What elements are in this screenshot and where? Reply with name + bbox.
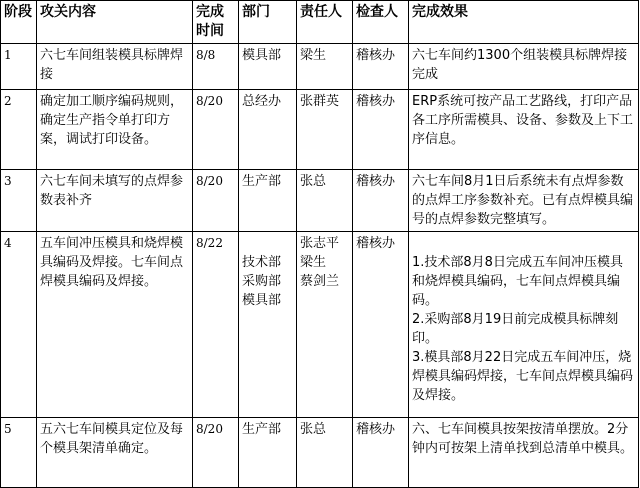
cell-checker: 稽核办 <box>353 44 409 90</box>
result-item: 1.技术部8月8日完成五车间冲压模具和烧焊模具编码，七车间点焊模具编码。 <box>412 255 623 308</box>
dept-item: 采购部 <box>242 274 282 289</box>
cell-result: 六七车间约1300个组装模具标牌焊接完成 <box>409 44 639 90</box>
owner-item: 蔡剑兰 <box>300 274 340 289</box>
header-time: 完成时间 <box>193 1 239 44</box>
cell-content: 六七车间组装模具标牌焊接 <box>37 44 193 90</box>
cell-dept: 生产部 <box>239 418 297 488</box>
cell-content: 五车间冲压模具和烧焊模具编码及焊接。七车间点焊模具编码及焊接。 <box>37 232 193 418</box>
cell-content: 六七车间未填写的点焊参数表补齐 <box>37 170 193 232</box>
cell-time: 8/20 <box>193 170 239 232</box>
cell-result: ERP系统可按产品工艺路线，打印产品各工序所需模具、设备、参数及上下工序信息。 <box>409 90 639 170</box>
table-row <box>1 170 639 232</box>
header-owner: 责任人 <box>297 1 353 44</box>
cell-no: 1 <box>1 44 37 90</box>
cell-dept: 模具部 <box>239 44 297 90</box>
cell-no: 5 <box>1 418 37 488</box>
table-row <box>1 90 639 170</box>
cell-result: 六、七车间模具按架按清单摆放。2分钟内可按架上清单找到总清单中模具。 <box>409 418 639 488</box>
cell-owner: 梁生 <box>297 44 353 90</box>
header-result: 完成效果 <box>409 1 639 44</box>
cell-content: 确定加工顺序编码规则，确定生产指令单打印方案，调试打印设备。 <box>37 90 193 170</box>
cell-checker: 稽核办 <box>353 170 409 232</box>
header-no: 阶段 <box>1 1 37 44</box>
table-row <box>1 232 639 418</box>
owner-item: 梁生 <box>300 255 327 270</box>
cell-checker: 稽核办 <box>353 90 409 170</box>
cell-no: 4 <box>1 232 37 418</box>
result-item: 3.模具部8月22日完成五车间冲压，烧焊模具编码焊接，七车间点焊模具编码及焊接。 <box>412 350 634 403</box>
cell-dept <box>239 232 297 418</box>
cell-time: 8/20 <box>193 418 239 488</box>
cell-no: 2 <box>1 90 37 170</box>
owner-item: 张志平 <box>300 236 340 251</box>
dept-item: 模具部 <box>242 293 282 308</box>
cell-result <box>409 232 639 418</box>
cell-owner: 张群英 <box>297 90 353 170</box>
table-row <box>1 44 639 90</box>
cell-time: 8/22 <box>193 232 239 418</box>
result-item: 2.采购部8月19日前完成模具标牌刻印。 <box>412 312 619 346</box>
header-content: 攻关内容 <box>37 1 193 44</box>
dept-item: 技术部 <box>242 255 282 270</box>
cell-checker: 稽核办 <box>353 232 409 418</box>
cell-content: 五六七车间模具定位及每个模具架清单确定。 <box>37 418 193 488</box>
cell-checker: 稽核办 <box>353 418 409 488</box>
cell-owner: 张总 <box>297 170 353 232</box>
cell-no: 3 <box>1 170 37 232</box>
header-row <box>1 1 639 44</box>
cell-owner <box>297 232 353 418</box>
cell-result: 六七车间8月1日后系统未有点焊参数的点焊工序参数补充。已有点焊模具编号的点焊参数完整填写。 <box>409 170 639 232</box>
cell-time: 8/20 <box>193 90 239 170</box>
cell-time: 8/8 <box>193 44 239 90</box>
cell-owner: 张总 <box>297 418 353 488</box>
cell-dept: 生产部 <box>239 170 297 232</box>
header-dept: 部门 <box>239 1 297 44</box>
cell-dept: 总经办 <box>239 90 297 170</box>
table-row <box>1 418 639 488</box>
header-checker: 检查人 <box>353 1 409 44</box>
